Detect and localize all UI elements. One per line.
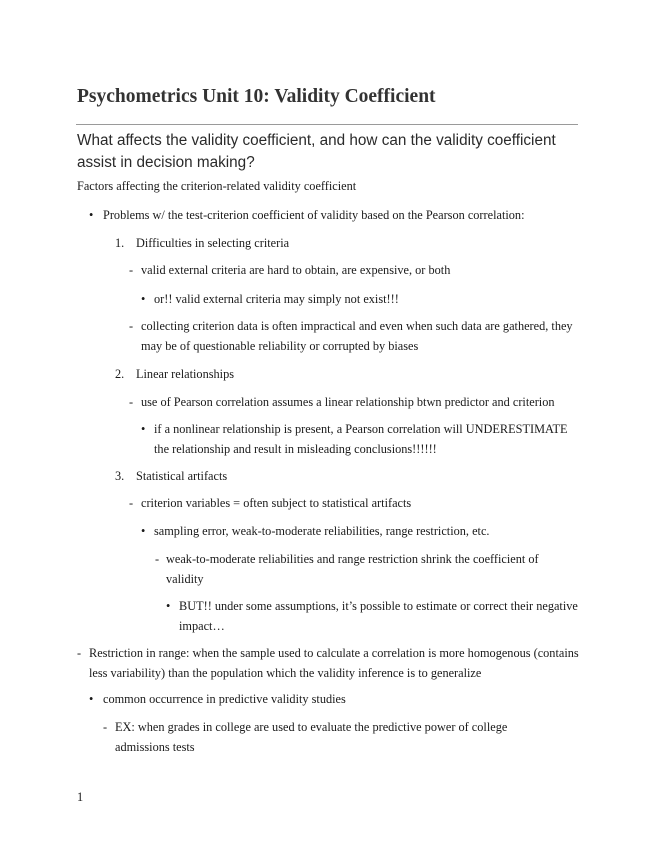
list-item-collecting: collecting criterion data is often impractical and even when such data are gathered, they may be of questionable reliability or corrupted by biases <box>141 319 573 353</box>
dash-marker: - <box>77 646 82 660</box>
list-item-linear: Linear relationships <box>136 367 235 381</box>
bullet-marker: • <box>89 692 94 706</box>
title-divider <box>76 124 578 125</box>
dash-marker: - <box>103 720 108 734</box>
list-item-but: BUT!! under some assumptions, it’s possible to estimate or correct their negative impact… <box>179 599 578 633</box>
document-title: Psychometrics Unit 10: Validity Coefficient <box>77 86 436 107</box>
bullet-marker: • <box>166 599 171 613</box>
bullet-marker: • <box>141 292 146 306</box>
list-item-example: EX: when grades in college are used to evaluate the predictive power of college admissions tests <box>115 720 508 754</box>
dash-marker: - <box>129 496 134 510</box>
list-item-difficulties: Difficulties in selecting criteria <box>136 236 290 250</box>
list-item-nonlinear: if a nonlinear relationship is present, a Pearson correlation will UNDERESTIMATE the relationship and result in misleading conclusions!!!!!! <box>154 422 568 456</box>
list-item-may-not-exist: or!! valid external criteria may simply not exist!!! <box>154 292 399 306</box>
dash-marker: - <box>155 552 160 566</box>
list-item-problems: Problems w/ the test-criterion coefficient of validity based on the Pearson correlation: <box>103 208 525 222</box>
number-marker-1: 1. <box>115 236 125 250</box>
document-subtitle: What affects the validity coefficient, and how can the validity coefficient assist in decision making? <box>77 132 556 171</box>
list-item-common: common occurrence in predictive validity studies <box>103 692 346 706</box>
list-item-pearson-linear: use of Pearson correlation assumes a linear relationship btwn predictor and criterion <box>141 395 555 409</box>
section-heading: Factors affecting the criterion-related validity coefficient <box>77 179 357 193</box>
number-marker-2: 2. <box>115 367 125 381</box>
list-item-artifacts: Statistical artifacts <box>136 469 228 483</box>
list-item-sampling: sampling error, weak-to-moderate reliabilities, range restriction, etc. <box>154 524 490 538</box>
list-item-shrink: weak-to-moderate reliabilities and range restriction shrink the coefficient of validity <box>166 552 539 586</box>
number-marker-3: 3. <box>115 469 125 483</box>
list-item-restriction: Restriction in range: when the sample used to calculate a correlation is more homogenous (contains less variability) than the population which the validity inference is to generalize <box>89 646 579 680</box>
list-item-criterion-vars: criterion variables = often subject to statistical artifacts <box>141 496 412 510</box>
dash-marker: - <box>129 263 134 277</box>
list-item-valid-external: valid external criteria are hard to obtain, are expensive, or both <box>141 263 451 277</box>
dash-marker: - <box>129 395 134 409</box>
bullet-marker: • <box>89 208 94 222</box>
bullet-marker: • <box>141 422 146 436</box>
page-number: 1 <box>77 790 84 804</box>
bullet-marker: • <box>141 524 146 538</box>
dash-marker: - <box>129 319 134 333</box>
